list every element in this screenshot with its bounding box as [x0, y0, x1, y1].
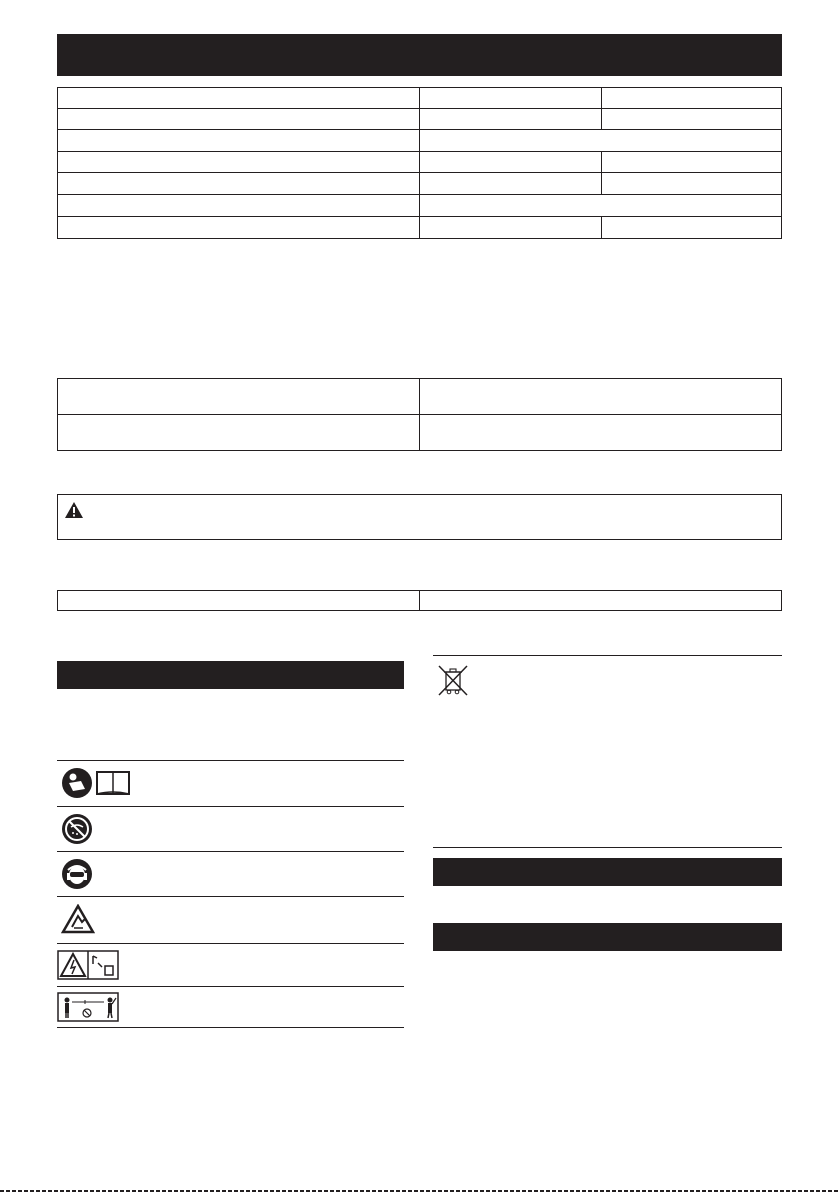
- keep-distance-icon: [57, 992, 119, 1022]
- wear-protection-icon: [61, 858, 93, 890]
- symbols-section-bar: [57, 661, 404, 689]
- right-section-bar-1: [433, 858, 782, 886]
- header-bar: [57, 34, 782, 76]
- no-water-icon: [61, 813, 93, 845]
- warning-triangle-icon: [64, 501, 84, 519]
- crossed-out-bin-icon: [436, 663, 470, 697]
- right-section-bar-2: [433, 923, 782, 951]
- warning-box: [57, 494, 782, 540]
- sharp-blade-warning-icon: [61, 904, 95, 934]
- electric-shock-warning-icon: [57, 950, 119, 980]
- read-manual-icon: [61, 767, 131, 799]
